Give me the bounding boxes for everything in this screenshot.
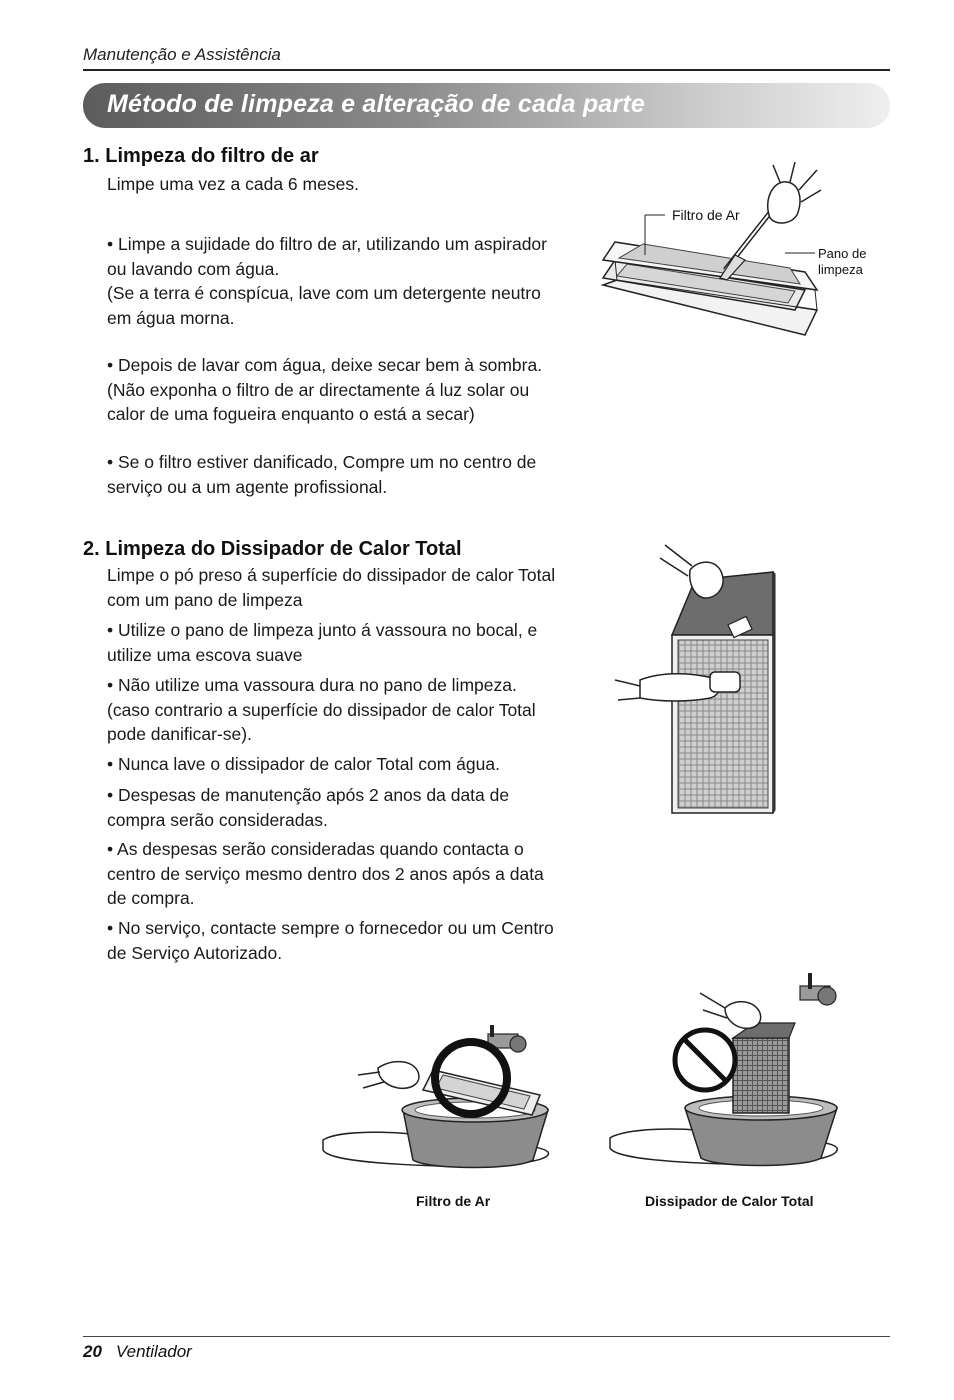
section2-bullet-5: • As despesas serão consideradas quando contacta o centro de serviço mesmo dentro dos 2 anos após a data de compra. [107, 839, 544, 908]
section2-bullet-6: • No serviço, contacte sempre o fornecedor ou um Centro de Serviço Autorizado. [107, 918, 554, 963]
section2-bullet-3: • Nunca lave o dissipador de calor Total com água. [107, 754, 500, 774]
page-number: 20 [83, 1342, 102, 1361]
product-name: Ventilador [115, 1342, 192, 1361]
section1-title: 1. Limpeza do filtro de ar [83, 145, 319, 167]
label-cleaning-cloth: Pano de limpeza [818, 246, 867, 277]
header-rule [83, 69, 890, 71]
section1-bullet-1: • Limpe a sujidade do filtro de ar, utilizando um aspirador ou lavando com água. (Se a terra é conspícua, lave com um detergente neutro em água morna. [107, 234, 547, 328]
section2-intro: Limpe o pó preso á superfície do dissipador de calor Total com um pano de limpeza [107, 565, 556, 610]
wrong-washing-heat-exchanger-illustration [605, 968, 845, 1173]
section1-bullet-2: • Depois de lavar com água, deixe secar bem à sombra. (Não exponha o filtro de ar directamente á luz solar ou calor de uma fogueira enquanto o está a secar) [107, 355, 543, 424]
banner-title: Método de limpeza e alteração de cada parte [107, 90, 645, 118]
section2-title: 2. Limpeza do Dissipador de Calor Total [83, 538, 462, 560]
section2-bullet-4: • Despesas de manutenção após 2 anos da data de compra serão consideradas. [107, 785, 510, 830]
section2-bullet-1: • Utilize o pano de limpeza junto á vassoura no bocal, e utilize uma escova suave [107, 620, 538, 665]
section1-intro: Limpe uma vez a cada 6 meses. [107, 174, 359, 194]
wrong-washing-filter-illustration [318, 1020, 558, 1175]
section2-bullet-2: • Não utilize uma vassoura dura no pano de limpeza. (caso contrario a superfície do dissipador de calor Total pode danificar-se). [107, 675, 536, 744]
footer-rule [83, 1336, 890, 1337]
running-header: Manutenção e Assistência [83, 45, 281, 64]
caption-air-filter: Filtro de Ar [416, 1193, 491, 1209]
heat-exchanger-cleaning-illustration [610, 540, 800, 820]
section1-bullet-3: • Se o filtro estiver danificado, Compre um no centro de serviço ou a um agente profissional. [107, 452, 537, 497]
label-air-filter: Filtro de Ar [672, 207, 740, 223]
section-banner [83, 83, 890, 128]
caption-heat-exchanger: Dissipador de Calor Total [645, 1193, 814, 1209]
page-footer [83, 1342, 192, 1362]
